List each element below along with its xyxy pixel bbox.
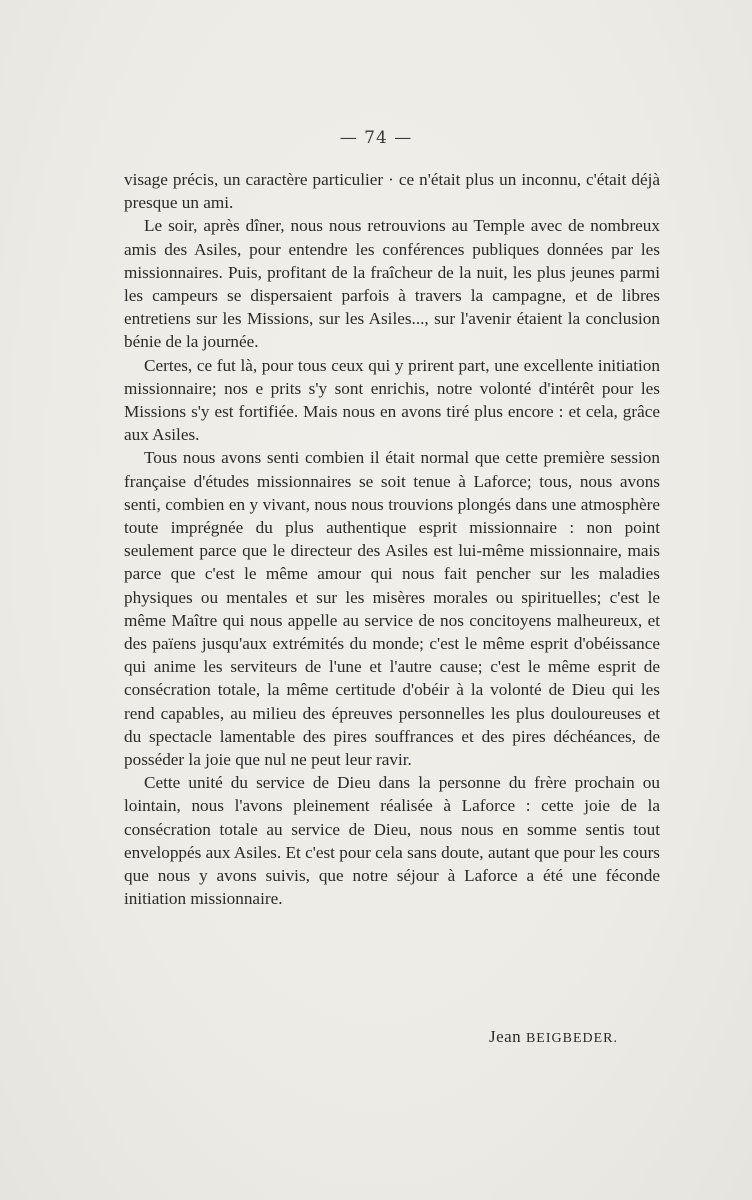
paragraph-2: Le soir, après dîner, nous nous retrouvions au Temple avec de nombreux amis des Asiles, pour entendre les conférences publiques données par les missionnaires. Puis, profitant de la fraîcheur de la nuit, les plus jeunes parmi les campeurs se dispersaient parfois à travers la campagne, et de libres entretiens sur les Missions, sur les Asiles..., sur l'avenir étaient la conclusion bénie de la journée. (124, 216, 660, 352)
signature (489, 1027, 618, 1047)
body-text (124, 168, 660, 911)
paragraph-4: Tous nous avons senti combien il était normal que cette première session française d'études missionnaires se soit tenue à Laforce; tous, nous avons senti, combien en y vivant, nous nous trouvions plongés dans une atmosphère toute imprégnée du plus authentique esprit missionnaire : non point seulement parce que le directeur des Asiles est lui-même missionnaire, mais parce que c'est le même amour qui nous fait pencher sur les maladies physiques ou mentales et sur les misères morales ou spirituelles; c'est le même Maître qui nous appelle au service de nos concitoyens malheureux, et des païens jusqu'aux extrémités du monde; c'est le même esprit d'obéissance qui anime les serviteurs de l'une et l'autre cause; c'est le même esprit de consécration totale, la même certitude d'obéir à la volonté de Dieu qui les rend capables, au milieu des épreuves personnelles les plus douloureuses et du spectacle lamentable des pires souffrances et des pires déchéances, de posséder la joie que nul ne peut leur ravir. (124, 448, 660, 770)
signature-last-name: BEIGBEDER. (525, 1031, 618, 1046)
signature-first-name: Jean (488, 1027, 522, 1046)
paragraph-5: Cette unité du service de Dieu dans la personne du frère prochain ou lointain, nous l'avons pleinement réalisée à Laforce : cette joie de la consécration totale au service de Dieu, nous nous en somme sentis tout enveloppés aux Asiles. Et c'est pour cela sans doute, autant que pour les cours que nous y avons suivis, que notre séjour à Laforce a été une féconde initiation missionnaire. (124, 773, 660, 909)
paragraph-3: Certes, ce fut là, pour tous ceux qui y prirent part, une excellente initiation missionnaire; nos e prits s'y sont enrichis, notre volonté d'intérêt pour les Missions s'y est fortifiée. Mais nous en avons tiré plus encore : et cela, grâce aux Asiles. (124, 355, 660, 445)
page-number: — 74 — (339, 128, 413, 148)
paragraph-1: visage précis, un caractère particulier · ce n'était plus un inconnu, c'était déjà presque un ami. (124, 170, 660, 213)
